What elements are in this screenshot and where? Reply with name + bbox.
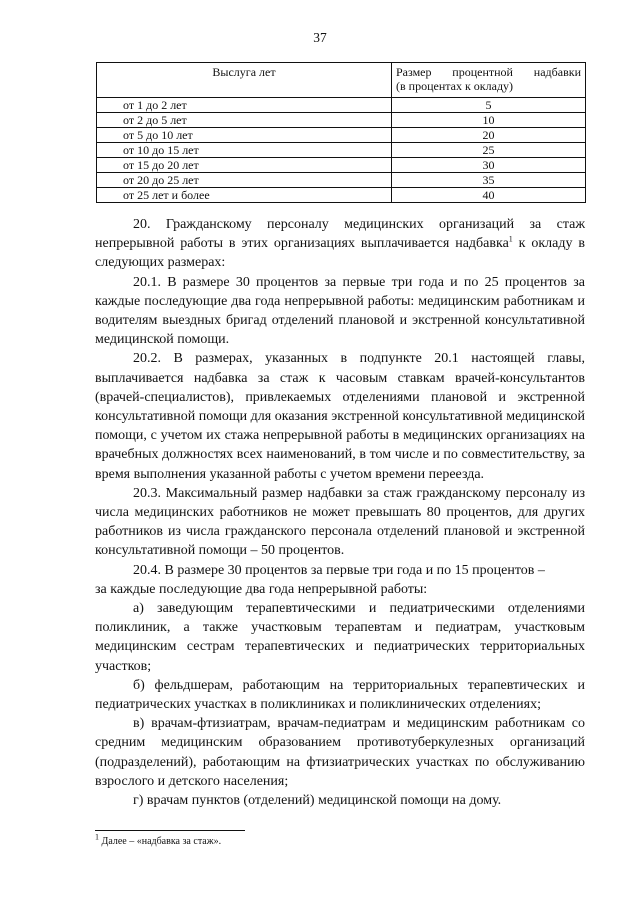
paragraph-20-1: 20.1. В размере 30 процентов за первые три года и по 25 процентов за каждые последующие два года непрерывной работы: медицинским работникам и водителям выездных бригад отделений плановой и экстренной консультативной медицинской помощи. bbox=[95, 274, 585, 348]
body-text bbox=[95, 215, 585, 810]
row-percent: 25 bbox=[392, 143, 586, 158]
page-number: 37 bbox=[313, 30, 327, 45]
paragraph-20-3: 20.3. Максимальный размер надбавки за стаж гражданскому персоналу из числа медицинских работников не может превышать 80 процентов, для других работников из числа гражданского персонала отделений плановой и экстренной консультативной помощи – 50 процентов. bbox=[95, 485, 585, 559]
header-seniority: Выслуга лет bbox=[97, 63, 392, 98]
footnote-text: Далее – «надбавка за стаж». bbox=[99, 836, 222, 847]
paragraph-item-b: б) фельдшерам, работающим на территориальных терапевтических и педиатрических участках в поликлиниках и поликлинических отделениях; bbox=[95, 677, 585, 713]
paragraph-item-a: а) заведующим терапевтическими и педиатрическими отделениями поликлиник, а также участковым терапевтам и педиатрам, участковым медицинским сестрам терапевтических и педиатрических территориальных участков; bbox=[95, 601, 585, 674]
table-row bbox=[97, 143, 586, 158]
row-percent: 30 bbox=[392, 158, 586, 173]
row-period: от 15 до 20 лет bbox=[97, 158, 392, 173]
row-period: от 5 до 10 лет bbox=[97, 128, 392, 143]
row-percent: 40 bbox=[392, 188, 586, 203]
header-bonus-size-line2: (в процентах к окладу) bbox=[396, 79, 514, 93]
paragraph-20-text: 20. Гражданскому персоналу медицинских организаций за стаж непрерывной работы в этих организациях выплачивается надбавка bbox=[95, 217, 585, 252]
paragraph-item-g: г) врачам пунктов (отделений) медицинской помощи на дому. bbox=[133, 793, 502, 809]
paragraph-20-4: 20.4. В размере 30 процентов за первые три года и по 15 процентов – bbox=[133, 562, 545, 578]
row-period: от 10 до 15 лет bbox=[97, 143, 392, 158]
table-row bbox=[97, 128, 586, 143]
table-row bbox=[97, 158, 586, 173]
row-period: от 25 лет и более bbox=[97, 188, 392, 203]
row-period: от 20 до 25 лет bbox=[97, 173, 392, 188]
paragraph-20-2: 20.2. В размерах, указанных в подпункте 20.1 настоящей главы, выплачивается надбавка за стаж к часовым ставкам врачей-консультантов (врачей-специалистов), привлекаемых отделениями плановой и экстренной консультативной помощи для оказания экстренной консультативной медицинской помощи, с учетом их стажа непрерывной работы в медицинских организациях на врачебных должностях всех наименований, в том числе и по совместительству, за время выполнения указанной работы с учетом времени переезда. bbox=[95, 351, 585, 482]
header-bonus-size-line1: Размер процентной надбавки bbox=[396, 65, 581, 79]
table-row bbox=[97, 113, 586, 128]
paragraph-20-4-continuation: за каждые последующие два года непрерывной работы: bbox=[95, 581, 428, 597]
header-bonus-size bbox=[392, 63, 586, 98]
footnote-separator bbox=[95, 830, 245, 831]
paragraph-20-text-end: к окладу в следующих размерах: bbox=[95, 236, 585, 271]
paragraph-20 bbox=[95, 215, 585, 273]
row-period: от 2 до 5 лет bbox=[97, 113, 392, 128]
footnote-mark: 1 bbox=[95, 832, 99, 842]
row-percent: 20 bbox=[392, 128, 586, 143]
footnote bbox=[95, 832, 222, 847]
paragraph-item-v: в) врачам-фтизиатрам, врачам-педиатрам и медицинским работникам со средним медицинским образованием противотуберкулезных организаций (подразделений), работающим на фтизиатрических участках по обслуживанию взрослого и детского населения; bbox=[95, 716, 585, 789]
table-row bbox=[97, 188, 586, 203]
seniority-bonus-table bbox=[96, 62, 586, 203]
row-percent: 35 bbox=[392, 173, 586, 188]
footnote-reference: 1 bbox=[508, 234, 513, 244]
row-period: от 1 до 2 лет bbox=[97, 98, 392, 113]
table-header-row bbox=[97, 63, 586, 98]
table-row bbox=[97, 173, 586, 188]
table-row bbox=[97, 98, 586, 113]
row-percent: 5 bbox=[392, 98, 586, 113]
row-percent: 10 bbox=[392, 113, 586, 128]
